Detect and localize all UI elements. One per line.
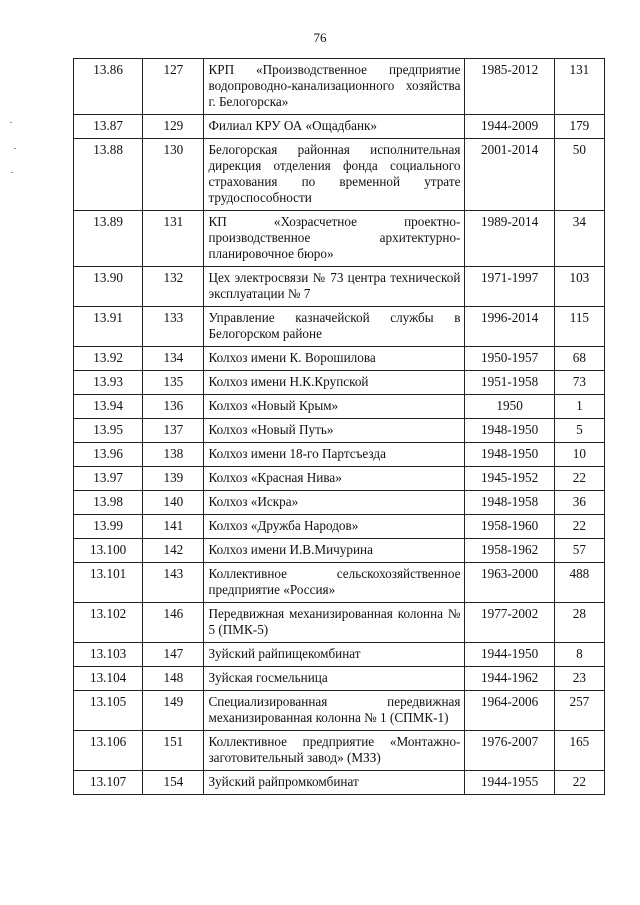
file-count-cell: 22 — [554, 515, 604, 539]
registry-body — [74, 59, 605, 795]
fund-number-cell: 136 — [143, 395, 204, 419]
fund-number-cell: 140 — [143, 491, 204, 515]
file-count-cell: 1 — [554, 395, 604, 419]
fund-number-cell: 151 — [143, 731, 204, 771]
file-count-cell: 103 — [554, 267, 604, 307]
row-number-cell: 13.90 — [74, 267, 143, 307]
row-number-cell: 13.104 — [74, 667, 143, 691]
row-number-cell: 13.102 — [74, 603, 143, 643]
table-row — [74, 691, 605, 731]
table-row — [74, 59, 605, 115]
file-count-cell: 68 — [554, 347, 604, 371]
page-number: 76 — [313, 30, 327, 45]
fund-number-cell: 132 — [143, 267, 204, 307]
table-row — [74, 347, 605, 371]
date-range-cell: 1976-2007 — [465, 731, 554, 771]
fund-number-cell: 130 — [143, 139, 204, 211]
fund-name-cell: Управление казначейской службы в Белогорском районе — [204, 307, 465, 347]
file-count-cell: 28 — [554, 603, 604, 643]
fund-name-cell: Колхоз «Красная Нива» — [204, 467, 465, 491]
row-number-cell: 13.105 — [74, 691, 143, 731]
fund-name-cell: Филиал КРУ ОА «Ощадбанк» — [204, 115, 465, 139]
date-range-cell: 1945-1952 — [465, 467, 554, 491]
fund-name-cell: Колхоз «Новый Крым» — [204, 395, 465, 419]
fund-name-cell: Белогорская районная исполнительная дирекция отделения фонда социального страхования по временной утрате трудоспособности — [204, 139, 465, 211]
fund-number-cell: 146 — [143, 603, 204, 643]
fund-name-cell: Цех электросвязи № 73 центра технической эксплуатации № 7 — [204, 267, 465, 307]
row-number-cell: 13.97 — [74, 467, 143, 491]
fund-number-cell: 142 — [143, 539, 204, 563]
fund-number-cell: 149 — [143, 691, 204, 731]
date-range-cell: 1958-1962 — [465, 539, 554, 563]
row-number-cell: 13.101 — [74, 563, 143, 603]
table-row — [74, 539, 605, 563]
table-row — [74, 643, 605, 667]
row-number-cell: 13.103 — [74, 643, 143, 667]
fund-number-cell: 141 — [143, 515, 204, 539]
date-range-cell: 1948-1958 — [465, 491, 554, 515]
file-count-cell: 115 — [554, 307, 604, 347]
date-range-cell: 1964-2006 — [465, 691, 554, 731]
table-row — [74, 395, 605, 419]
date-range-cell: 1948-1950 — [465, 419, 554, 443]
table-row — [74, 563, 605, 603]
date-range-cell: 1963-2000 — [465, 563, 554, 603]
fund-number-cell: 129 — [143, 115, 204, 139]
table-row — [74, 267, 605, 307]
row-number-cell: 13.106 — [74, 731, 143, 771]
fund-number-cell: 134 — [143, 347, 204, 371]
table-row — [74, 139, 605, 211]
fund-number-cell: 133 — [143, 307, 204, 347]
file-count-cell: 165 — [554, 731, 604, 771]
fund-name-cell: Колхоз имени К. Ворошилова — [204, 347, 465, 371]
date-range-cell: 1989-2014 — [465, 211, 554, 267]
row-number-cell: 13.98 — [74, 491, 143, 515]
fund-name-cell: Колхоз «Новый Путь» — [204, 419, 465, 443]
file-count-cell: 179 — [554, 115, 604, 139]
fund-name-cell: Зуйская госмельница — [204, 667, 465, 691]
fund-name-cell: Зуйский райпромкомбинат — [204, 771, 465, 795]
row-number-cell: 13.94 — [74, 395, 143, 419]
file-count-cell: 57 — [554, 539, 604, 563]
fund-name-cell: Специализированная передвижная механизированная колонна № 1 (СПМК-1) — [204, 691, 465, 731]
fund-number-cell: 143 — [143, 563, 204, 603]
file-count-cell: 36 — [554, 491, 604, 515]
table-row — [74, 419, 605, 443]
date-range-cell: 1996-2014 — [465, 307, 554, 347]
file-count-cell: 5 — [554, 419, 604, 443]
row-number-cell: 13.100 — [74, 539, 143, 563]
date-range-cell: 1958-1960 — [465, 515, 554, 539]
date-range-cell: 2001-2014 — [465, 139, 554, 211]
file-count-cell: 131 — [554, 59, 604, 115]
row-number-cell: 13.89 — [74, 211, 143, 267]
fund-name-cell: Колхоз «Искра» — [204, 491, 465, 515]
row-number-cell: 13.107 — [74, 771, 143, 795]
file-count-cell: 73 — [554, 371, 604, 395]
fund-number-cell: 154 — [143, 771, 204, 795]
date-range-cell: 1950-1957 — [465, 347, 554, 371]
row-number-cell: 13.99 — [74, 515, 143, 539]
fund-number-cell: 147 — [143, 643, 204, 667]
file-count-cell: 488 — [554, 563, 604, 603]
fund-name-cell: КП «Хозрасчетное проектно-производственное архитектурно-планировочное бюро» — [204, 211, 465, 267]
file-count-cell: 23 — [554, 667, 604, 691]
table-row — [74, 515, 605, 539]
date-range-cell: 1985-2012 — [465, 59, 554, 115]
file-count-cell: 8 — [554, 643, 604, 667]
table-row — [74, 667, 605, 691]
row-number-cell: 13.96 — [74, 443, 143, 467]
date-range-cell: 1944-1955 — [465, 771, 554, 795]
date-range-cell: 1971-1997 — [465, 267, 554, 307]
file-count-cell: 22 — [554, 771, 604, 795]
table-row — [74, 307, 605, 347]
file-count-cell: 34 — [554, 211, 604, 267]
fund-number-cell: 138 — [143, 443, 204, 467]
row-number-cell: 13.87 — [74, 115, 143, 139]
date-range-cell: 1944-2009 — [465, 115, 554, 139]
row-number-cell: 13.95 — [74, 419, 143, 443]
fund-name-cell: Колхоз имени И.В.Мичурина — [204, 539, 465, 563]
fund-name-cell: Передвижная механизированная колонна № 5 (ПМК-5) — [204, 603, 465, 643]
table-row — [74, 731, 605, 771]
date-range-cell: 1951-1958 — [465, 371, 554, 395]
table-row — [74, 491, 605, 515]
table-row — [74, 115, 605, 139]
fund-name-cell: Коллективное сельскохозяйственное предприятие «Россия» — [204, 563, 465, 603]
fund-name-cell: Колхоз имени 18-го Партсъезда — [204, 443, 465, 467]
table-row — [74, 443, 605, 467]
fund-name-cell: Колхоз имени Н.К.Крупской — [204, 371, 465, 395]
fund-number-cell: 127 — [143, 59, 204, 115]
row-number-cell: 13.86 — [74, 59, 143, 115]
file-count-cell: 50 — [554, 139, 604, 211]
file-count-cell: 10 — [554, 443, 604, 467]
fund-number-cell: 139 — [143, 467, 204, 491]
fund-name-cell: Коллективное предприятие «Монтажно-заготовительный завод» (МЗЗ) — [204, 731, 465, 771]
row-number-cell: 13.91 — [74, 307, 143, 347]
date-range-cell: 1944-1962 — [465, 667, 554, 691]
date-range-cell: 1977-2002 — [465, 603, 554, 643]
fund-number-cell: 135 — [143, 371, 204, 395]
table-row — [74, 603, 605, 643]
row-number-cell: 13.88 — [74, 139, 143, 211]
table-row — [74, 371, 605, 395]
table-row — [74, 771, 605, 795]
fund-name-cell: КРП «Производственное предприятие водопроводно-канализационного хозяйства г. Белогорска» — [204, 59, 465, 115]
date-range-cell: 1948-1950 — [465, 443, 554, 467]
fund-number-cell: 137 — [143, 419, 204, 443]
fund-name-cell: Колхоз «Дружба Народов» — [204, 515, 465, 539]
fund-registry-table — [73, 58, 605, 795]
fund-number-cell: 131 — [143, 211, 204, 267]
table-row — [74, 211, 605, 267]
fund-number-cell: 148 — [143, 667, 204, 691]
row-number-cell: 13.93 — [74, 371, 143, 395]
date-range-cell: 1944-1950 — [465, 643, 554, 667]
file-count-cell: 257 — [554, 691, 604, 731]
fund-name-cell: Зуйский райпищекомбинат — [204, 643, 465, 667]
row-number-cell: 13.92 — [74, 347, 143, 371]
date-range-cell: 1950 — [465, 395, 554, 419]
table-row — [74, 467, 605, 491]
file-count-cell: 22 — [554, 467, 604, 491]
scan-marks — [8, 120, 28, 180]
